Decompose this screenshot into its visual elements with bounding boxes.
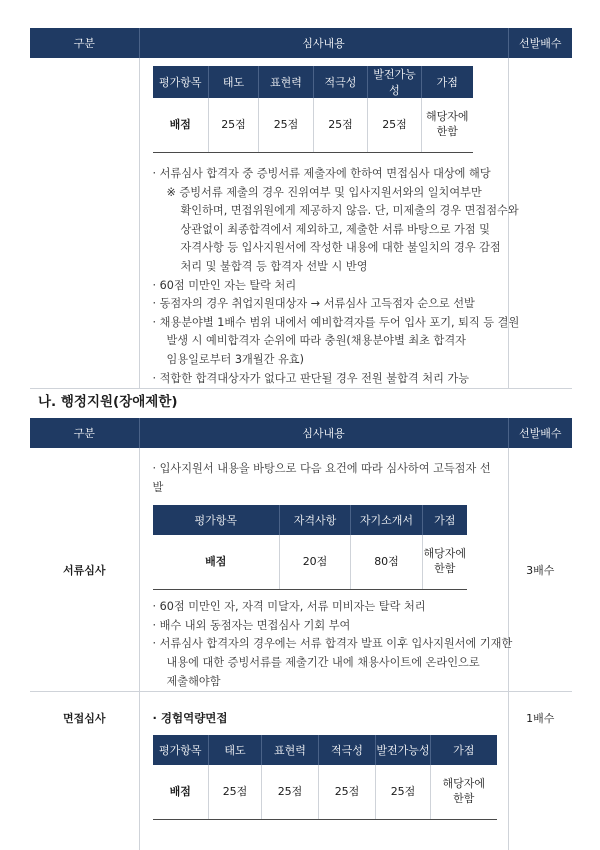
note-line: · 서류심사 합격자의 경우에는 서류 합격자 발표 이후 입사지원서에 기재한: [152, 637, 513, 651]
score-header-cell: 자격사항: [280, 505, 351, 535]
note-line: 내용에 대한 증빙서류를 제출기간 내에 채용사이트에 온라인으로: [166, 655, 480, 669]
score-value-cell: 25점: [319, 765, 376, 820]
note-line: · 배수 내외 동점자는 면접심사 기회 부여: [152, 618, 351, 632]
note-line: · 채용분야별 1배수 범위 내에서 예비합격자를 두어 입사 포기, 퇴직 등 결원: [152, 315, 520, 329]
score-value-cell: 25점: [259, 98, 314, 153]
score-header-cell: 평가항목: [194, 514, 237, 528]
score-header-cell: 발전가능성: [376, 735, 431, 765]
note-line: 임용일로부터 3개월간 유효): [166, 352, 304, 366]
note-line: ※ 증빙서류 제출의 경우 진위여부 및 입사지원서와의 일치여부만: [166, 185, 482, 199]
header-content: 심사내용: [139, 28, 508, 58]
doc-review-selection: 3배수: [508, 448, 572, 692]
score-header-cell: 평가항목: [158, 76, 202, 89]
score-value-cell: 배점: [153, 535, 280, 590]
score-value-cell: 배점: [153, 765, 209, 820]
score-table: [153, 66, 473, 153]
score-value-cell: 80점: [351, 535, 423, 590]
interview-score-header: [153, 735, 497, 765]
interview-row: [30, 692, 572, 850]
doc-review-content: [139, 448, 513, 692]
note-line: 확인하며, 면접위원에게 제공하지 않음. 단, 미제출의 경우 면접점수와: [180, 204, 519, 218]
score-header-cell: 가점: [423, 505, 467, 535]
score-table-row: [153, 98, 473, 153]
score-value-cell: 해당자에 한함: [431, 765, 497, 820]
score-header-cell: 자기소개서: [351, 505, 423, 535]
table-body-row: [30, 58, 572, 389]
note-line: 제출해야함: [166, 674, 221, 688]
score-header-cell: 적극성: [319, 735, 376, 765]
score-value-cell: 해당자에 한함: [423, 535, 467, 590]
note-line: 발생 시 예비합격자 순위에 따라 충원(채용분야별 최초 합격자: [166, 334, 466, 348]
score-header-cell: 표현력: [259, 66, 314, 98]
table-header-row: [30, 28, 572, 58]
doc-review-row: [30, 448, 572, 692]
content-cell: [139, 58, 520, 389]
note-line: · 동점자의 경우 취업지원대상자 → 서류심사 고득점자 순으로 선발: [152, 297, 475, 311]
interview-subtitle: · 경험역량면접: [152, 711, 228, 726]
header-gubun: 구분: [73, 37, 95, 50]
note-line: · 60점 미만인 자는 탈락 처리: [152, 278, 297, 292]
score-value-cell: 25점: [376, 765, 431, 820]
doc-review-intro: · 입사지원서 내용을 바탕으로 다음 요건에 따라 심사하여 고득점자 선발: [152, 462, 491, 494]
gubun-cell-empty: [30, 58, 139, 389]
selection-cell-empty: [508, 58, 572, 389]
header-content: 심사내용: [139, 418, 508, 448]
score-value-cell: 25점: [368, 98, 422, 153]
doc-score-table: [153, 505, 467, 590]
table-header-row: [30, 418, 572, 448]
notes-list: [152, 165, 520, 388]
score-header-cell: 적극성: [314, 66, 368, 98]
interview-label: 면접심사: [62, 712, 106, 726]
evaluation-table-1: [30, 28, 572, 389]
score-header-cell: 태도: [209, 735, 262, 765]
header-selection: 선발배수: [508, 418, 572, 448]
header-gubun: 구분: [73, 427, 95, 440]
doc-review-notes: [152, 598, 513, 691]
doc-review-label: 서류심사: [30, 448, 139, 692]
interview-score-table: [153, 735, 497, 820]
evaluation-table-2: [30, 418, 572, 850]
note-line: 처리 및 불합격 등 합격자 선발 시 반영: [180, 259, 368, 273]
score-header-cell: 가점: [422, 66, 473, 98]
note-line: · 서류심사 합격자 중 증빙서류 제출자에 한하여 면접심사 대상에 해당: [152, 167, 491, 180]
score-header-cell: 발전가능성: [368, 66, 422, 98]
score-value-cell: 20점: [280, 535, 351, 590]
note-line: 자격사항 등 입사지원서에 작성한 내용에 대한 불일치의 경우 감점: [180, 241, 501, 255]
doc-score-header: [153, 505, 467, 535]
score-header-cell: 표현력: [262, 735, 319, 765]
score-value-cell: 25점: [314, 98, 368, 153]
score-value-cell: 배점: [153, 98, 209, 153]
note-line: · 적합한 합격대상자가 없다고 판단될 경우 전원 불합격 처리 가능: [152, 371, 470, 385]
score-value-cell: 해당자에 한함: [422, 98, 473, 153]
score-header-cell: 태도: [209, 66, 259, 98]
interview-content: [139, 692, 508, 850]
doc-score-row: [153, 535, 467, 590]
score-value-cell: 25점: [262, 765, 319, 820]
score-table-header: [153, 66, 473, 98]
note-line: · 60점 미만인 자, 자격 미달자, 서류 미비자는 탈락 처리: [152, 600, 426, 614]
header-selection: 선발배수: [508, 28, 572, 58]
score-header-cell: 가점: [431, 735, 497, 765]
score-value-cell: 25점: [209, 98, 259, 153]
score-header-cell: 평가항목: [158, 744, 202, 758]
note-line: 상관없이 최종합격에서 제외하고, 제출한 서류 바탕으로 가점 및: [180, 222, 490, 236]
interview-selection: 1배수: [508, 692, 572, 850]
interview-score-row: [153, 765, 497, 820]
score-value-cell: 25점: [209, 765, 262, 820]
section-title: 나. 행정지원(장애제한): [38, 394, 178, 410]
